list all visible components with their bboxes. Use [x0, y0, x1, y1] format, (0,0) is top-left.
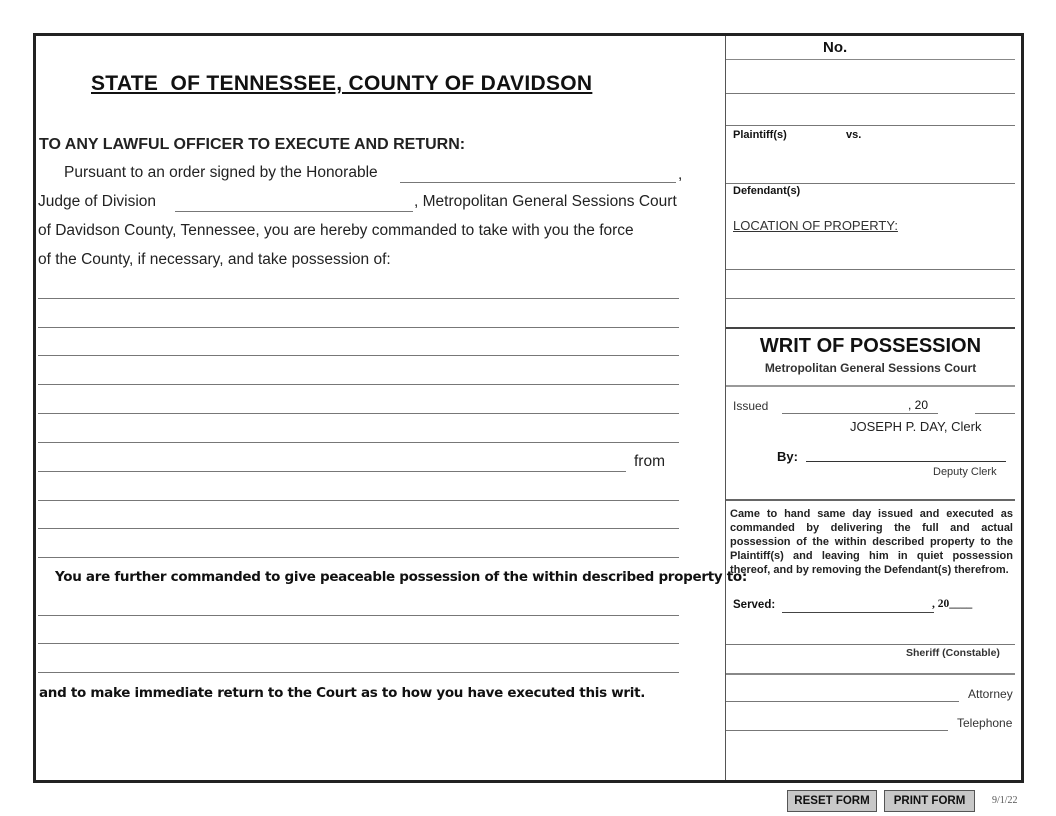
- by-label: By:: [777, 449, 798, 464]
- recipient-line[interactable]: [38, 672, 679, 673]
- location-line[interactable]: [726, 298, 1015, 299]
- print-form-button[interactable]: PRINT FORM: [884, 790, 975, 812]
- divider: [726, 327, 1015, 329]
- served-year: , 20____: [932, 598, 973, 610]
- division-label: Judge of Division: [38, 193, 157, 210]
- telephone-field[interactable]: [726, 730, 948, 731]
- issued-label: Issued: [733, 399, 769, 413]
- plaintiff-label: Plaintiff(s): [733, 129, 787, 141]
- property-line[interactable]: [38, 355, 679, 356]
- recipient-line[interactable]: [38, 643, 679, 644]
- sheriff-label: Sheriff (Constable): [906, 647, 1000, 659]
- property-line[interactable]: [38, 327, 679, 328]
- served-label: Served:: [733, 599, 776, 611]
- deputy-clerk-label: Deputy Clerk: [933, 466, 997, 478]
- case-number-label: No.: [823, 39, 848, 56]
- column-divider: [725, 36, 726, 780]
- vs-label: vs.: [846, 129, 862, 141]
- from-line[interactable]: [38, 557, 679, 558]
- comma: ,: [678, 166, 683, 183]
- telephone-label: Telephone: [957, 716, 1013, 730]
- honorable-field[interactable]: [400, 182, 676, 183]
- divider: [726, 385, 1015, 387]
- further-command: You are further commanded to give peaceable possession of the within described property to:: [55, 569, 747, 585]
- command-text-2: of the County, if necessary, and take possession of:: [38, 251, 391, 268]
- defendant-line[interactable]: [726, 183, 1015, 184]
- court-name: Metropolitan General Sessions Court: [764, 361, 977, 375]
- order-text: Pursuant to an order signed by the Honorable: [64, 164, 378, 181]
- plaintiff-line[interactable]: [726, 125, 1015, 126]
- from-label: from: [634, 453, 665, 470]
- address-line: TO ANY LAWFUL OFFICER TO EXECUTE AND RETURN:: [39, 136, 466, 153]
- return-instruction: and to make immediate return to the Court as to how you have executed this writ.: [39, 685, 646, 701]
- property-line[interactable]: [38, 413, 679, 414]
- command-text: of Davidson County, Tennessee, you are hereby commanded to take with you the force: [38, 222, 634, 239]
- location-line[interactable]: [726, 269, 1015, 270]
- deputy-signature-field[interactable]: [806, 461, 1006, 462]
- version-date: 9/1/22: [992, 795, 1018, 806]
- from-line[interactable]: [38, 500, 679, 501]
- recipient-line[interactable]: [38, 615, 679, 616]
- writ-title: WRIT OF POSSESSION: [759, 335, 982, 357]
- return-statement: Came to hand same day issued and executed as commanded by delivering the full and actual possession of the within described property to the Plaintiff(s) and leaving him in quiet possession thereof, and by removing the Defendant(s) therefrom.: [730, 508, 1013, 576]
- divider: [726, 499, 1015, 501]
- attorney-label: Attorney: [968, 687, 1013, 701]
- issued-year-label: , 20: [908, 398, 929, 412]
- divider: [726, 59, 1015, 60]
- defendant-label: Defendant(s): [733, 185, 801, 197]
- location-label: LOCATION OF PROPERTY:: [733, 218, 898, 233]
- attorney-field[interactable]: [726, 701, 959, 702]
- property-line[interactable]: [38, 384, 679, 385]
- page-title: STATE OF TENNESSEE, COUNTY OF DAVIDSON: [91, 72, 593, 95]
- division-field[interactable]: [175, 211, 413, 212]
- property-line[interactable]: [38, 471, 626, 472]
- court-text: , Metropolitan General Sessions Court: [414, 193, 677, 210]
- from-line[interactable]: [38, 528, 679, 529]
- clerk-name: JOSEPH P. DAY, Clerk: [850, 419, 982, 434]
- plaintiff-line[interactable]: [726, 93, 1015, 94]
- divider: [726, 673, 1015, 675]
- property-line[interactable]: [38, 298, 679, 299]
- reset-form-button[interactable]: RESET FORM: [787, 790, 877, 812]
- sheriff-signature-field[interactable]: [726, 644, 1015, 645]
- issued-year-field[interactable]: [975, 413, 1015, 414]
- property-line[interactable]: [38, 442, 679, 443]
- issued-date-field[interactable]: [782, 413, 938, 414]
- served-date-field[interactable]: [782, 612, 934, 613]
